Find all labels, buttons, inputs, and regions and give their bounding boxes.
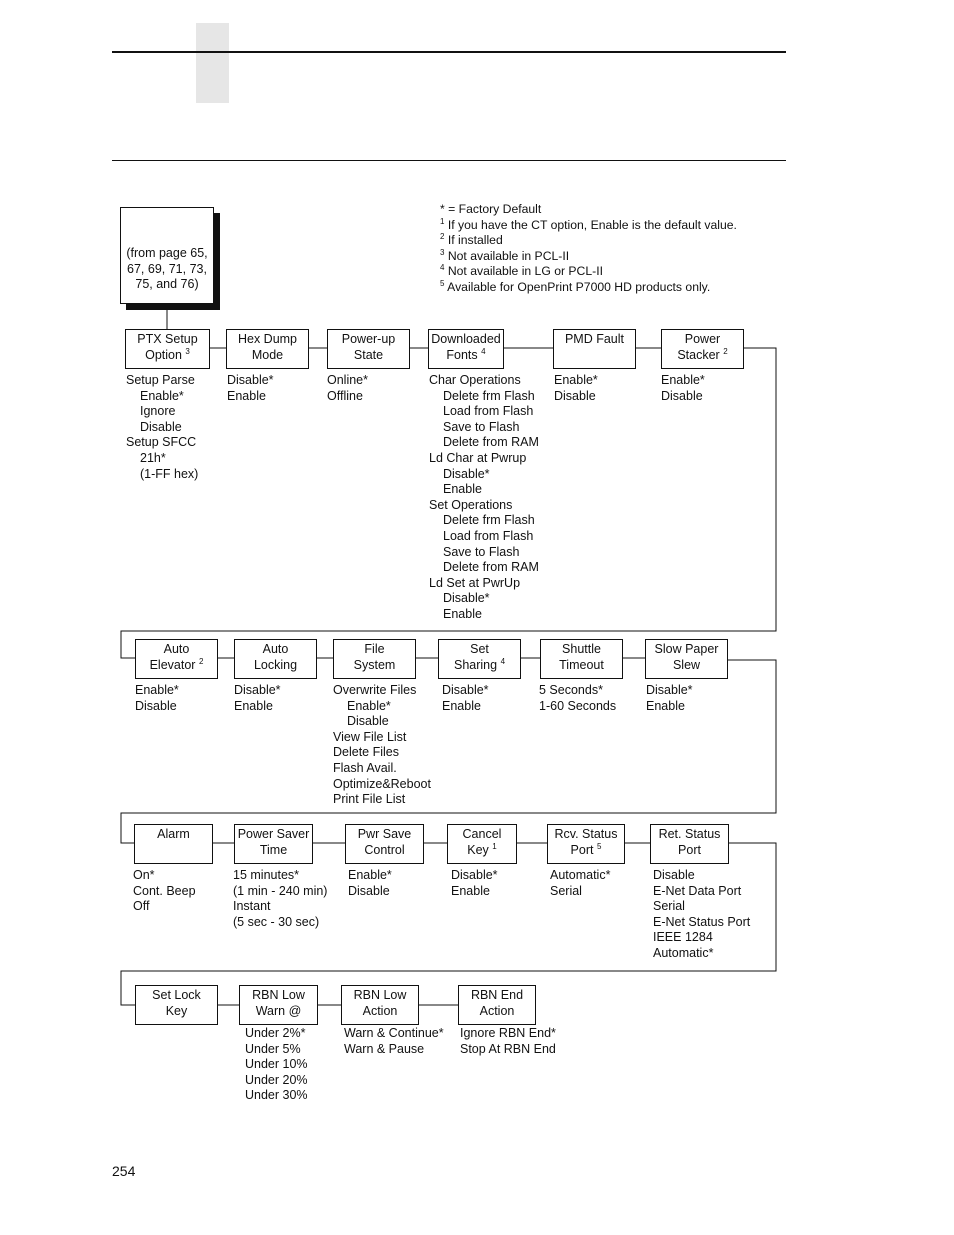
menu-box-label: [342, 348, 396, 364]
menu-box-text: Rcv. Status: [554, 827, 618, 841]
option-item: Char Operations: [429, 373, 521, 387]
menu-box-label: [238, 348, 297, 364]
option-item: Disable*: [234, 683, 281, 697]
legend-note-text: If you have the CT option, Enable is the default value.: [447, 217, 737, 232]
option-item: Disable*: [227, 373, 274, 387]
menu-box-label: [555, 827, 618, 843]
menu-box: [239, 985, 318, 1025]
option-item: Ignore: [140, 404, 176, 419]
menu-box-label: [454, 658, 505, 674]
option-item: Disable: [661, 388, 703, 403]
option-list: [126, 373, 198, 482]
legend-note-number: 5: [440, 278, 445, 288]
legend-note-number: 4: [440, 263, 445, 273]
option-item: Automatic*: [550, 868, 611, 882]
menu-box-label: [559, 658, 604, 674]
option-item: Disable: [554, 388, 596, 403]
menu-box: [553, 329, 636, 369]
option-item: Under 2%*: [245, 1026, 306, 1040]
option-item: Print File List: [333, 792, 406, 807]
footnote-ref: 2: [723, 346, 728, 356]
menu-box-label: [358, 843, 412, 859]
option-item: Enable*: [135, 683, 179, 697]
menu-box: [135, 639, 218, 679]
legend-factory-default: * = Factory Default: [440, 202, 542, 216]
menu-box-text: Downloaded: [431, 332, 501, 346]
menu-box-label: [137, 348, 197, 364]
menu-box: [645, 639, 728, 679]
option-item: Serial: [653, 899, 685, 914]
menu-box-label: [354, 642, 396, 658]
menu-box-label: [659, 843, 721, 859]
menu-box-label: [559, 642, 604, 658]
menu-box-label: [354, 988, 407, 1004]
menu-box: [650, 824, 729, 864]
menu-box-label: [354, 1004, 407, 1020]
option-item: Delete frm Flash: [443, 513, 535, 528]
option-item: Setup SFCC: [126, 435, 197, 450]
menu-box-text: File: [364, 642, 385, 656]
menu-box-text: Action: [479, 1003, 515, 1018]
menu-box: [661, 329, 744, 369]
menu-box-label: [555, 843, 618, 859]
option-item: Under 30%: [245, 1088, 308, 1103]
menu-box-text: Stacker: [677, 347, 720, 362]
menu-box-label: [471, 1004, 523, 1020]
option-item: Stop At RBN End: [460, 1041, 556, 1056]
option-item: Delete Files: [333, 745, 399, 760]
menu-box-label: [677, 332, 727, 348]
menu-box-label: [252, 988, 305, 1004]
option-list: [429, 373, 539, 623]
menu-box-text: Fonts: [446, 347, 478, 362]
option-list: [233, 868, 327, 930]
option-item: Enable: [443, 606, 482, 621]
option-item: 1-60 Seconds: [539, 698, 617, 713]
option-item: Overwrite Files: [333, 683, 417, 697]
menu-box: [540, 639, 623, 679]
option-item: Ld Set at PwrUp: [429, 575, 521, 590]
footnote-ref: 4: [481, 346, 486, 356]
option-item: View File List: [333, 729, 407, 744]
menu-box-text: Key: [467, 842, 489, 857]
option-list: [653, 868, 750, 962]
menu-box-text: Time: [259, 842, 288, 857]
option-list: [234, 683, 281, 714]
option-item: On*: [133, 868, 155, 882]
option-item: Enable: [234, 698, 273, 713]
option-list: [460, 1026, 556, 1057]
menu-box: [226, 329, 309, 369]
menu-box-text: Option: [145, 347, 182, 362]
option-item: Ignore RBN End*: [460, 1026, 556, 1040]
menu-box-label: [354, 658, 396, 674]
menu-box: [134, 824, 213, 864]
option-item: Automatic*: [653, 945, 714, 960]
menu-box-label: [358, 827, 412, 843]
option-list: [333, 683, 431, 808]
option-list: [554, 373, 598, 404]
menu-box-label: [254, 642, 297, 658]
menu-box-label: [677, 348, 727, 364]
menu-box-label: [565, 332, 624, 348]
option-item: Serial: [550, 883, 582, 898]
menu-box-text: Locking: [253, 657, 298, 672]
option-item: Disable: [140, 419, 182, 434]
menu-box: [447, 824, 517, 864]
option-list: [661, 373, 705, 404]
option-list: [245, 1026, 308, 1104]
option-list: [327, 373, 368, 404]
option-item: Ld Char at Pwrup: [429, 450, 527, 465]
menu-box-label: [655, 642, 719, 658]
menu-box-text: PMD Fault: [564, 332, 625, 346]
menu-box-text: PTX Setup: [137, 332, 198, 346]
legend-note-text: If installed: [447, 233, 503, 248]
option-item: Save to Flash: [443, 544, 520, 559]
option-item: Disable: [348, 883, 390, 898]
menu-box-label: [659, 827, 721, 843]
menu-box-text: Auto: [163, 642, 190, 656]
menu-box-label: [655, 658, 719, 674]
menu-box-text: Sharing: [453, 657, 498, 672]
menu-box: [458, 985, 536, 1025]
menu-box-text: Set Lock: [152, 988, 201, 1002]
option-list: [135, 683, 179, 714]
option-list: [133, 868, 196, 915]
option-list: [348, 868, 392, 899]
option-item: Enable*: [140, 388, 184, 403]
menu-box-label: [454, 642, 505, 658]
option-list: [442, 683, 489, 714]
option-item: Enable*: [554, 373, 598, 387]
option-item: (1 min - 240 min): [233, 883, 328, 898]
option-item: Under 10%: [245, 1057, 308, 1072]
menu-box: [438, 639, 521, 679]
option-item: Cont. Beep: [133, 883, 196, 898]
footnote-ref: 5: [596, 841, 602, 851]
option-item: Offline: [327, 388, 363, 403]
page-number: 254: [112, 1163, 136, 1179]
menu-box-label: [152, 1004, 201, 1020]
from-line: (from page 65,: [126, 246, 208, 260]
option-item: Under 5%: [245, 1041, 301, 1056]
option-item: Load from Flash: [443, 404, 534, 419]
menu-box: [333, 639, 416, 679]
menu-box-label: [238, 332, 297, 348]
option-item: Online*: [327, 373, 368, 387]
menu-box-label: [157, 827, 190, 843]
option-item: Set Operations: [429, 497, 513, 512]
footnote-ref: 3: [185, 346, 190, 356]
menu-box: [345, 824, 424, 864]
menu-box: [135, 985, 218, 1025]
option-list: [550, 868, 610, 899]
option-list: [451, 868, 498, 899]
option-item: Delete from RAM: [443, 560, 539, 575]
option-item: 15 minutes*: [233, 868, 300, 882]
menu-box-label: [254, 658, 297, 674]
menu-box-text: Ret. Status: [658, 827, 721, 841]
option-list: [227, 373, 274, 404]
menu-box: [125, 329, 210, 369]
option-item: Warn & Pause: [344, 1041, 425, 1056]
menu-box-text: Control: [364, 842, 405, 857]
option-item: Enable: [451, 883, 490, 898]
option-list: [646, 683, 693, 714]
menu-box-label: [137, 332, 197, 348]
menu-box-text: Key: [165, 1003, 188, 1018]
menu-box-text: Port: [678, 842, 701, 857]
option-item: Delete from RAM: [443, 435, 539, 450]
menu-box-text: Power Saver: [237, 827, 310, 841]
menu-box-text: Power-up: [341, 332, 396, 346]
menu-box-text: Alarm: [157, 827, 190, 841]
menu-box-label: [431, 332, 501, 348]
option-item: Disable*: [646, 683, 693, 697]
from-line: 75, and 76): [135, 277, 199, 292]
option-item: Disable*: [443, 591, 490, 606]
menu-box-text: Mode: [251, 347, 284, 362]
menu-box-label: [342, 332, 396, 348]
footnote-ref: 1: [492, 841, 497, 851]
option-item: (1-FF hex): [140, 466, 199, 481]
menu-box: [428, 329, 504, 369]
menu-box-text: Warn @: [255, 1003, 302, 1018]
option-item: Enable: [227, 388, 266, 403]
menu-box-label: [238, 827, 310, 843]
menu-box-text: Slew: [672, 657, 701, 672]
footnote-ref: 4: [500, 656, 506, 666]
menu-box-text: Port: [570, 842, 594, 857]
option-item: Instant: [233, 899, 271, 914]
footnote-ref: 2: [198, 656, 204, 666]
menu-box-text: Power: [684, 332, 721, 346]
option-item: Disable: [135, 698, 177, 713]
menu-box-text: Action: [362, 1003, 398, 1018]
option-item: IEEE 1284: [653, 930, 713, 945]
legend-note-number: 3: [440, 247, 445, 257]
legend-note-number: 1: [440, 216, 445, 226]
legend-note-number: 2: [440, 232, 445, 242]
option-item: Optimize&Reboot: [333, 776, 431, 791]
menu-box-text: Hex Dump: [237, 332, 298, 346]
option-item: Setup Parse: [126, 373, 195, 387]
menu-box-text: RBN Low: [252, 988, 305, 1002]
option-item: 5 Seconds*: [539, 683, 603, 697]
option-item: Disable*: [442, 683, 489, 697]
menu-box-text: Timeout: [559, 657, 604, 672]
menu-box: [327, 329, 410, 369]
option-list: [539, 683, 616, 714]
option-item: Warn & Continue*: [344, 1026, 444, 1040]
option-item: (5 sec - 30 sec): [233, 914, 320, 929]
menu-box: [234, 639, 317, 679]
menu-box-text: Shuttle: [562, 642, 601, 656]
option-item: Disable: [653, 868, 695, 882]
option-item: Load from Flash: [443, 528, 534, 543]
option-item: Disable: [347, 714, 389, 729]
menu-box: [341, 985, 419, 1025]
menu-box-label: [252, 1004, 305, 1020]
menu-box-text: Set: [470, 642, 489, 656]
menu-box-label: [471, 988, 523, 1004]
menu-box-text: Auto: [262, 642, 289, 656]
menu-box-label: [463, 843, 502, 859]
menu-box-text: Pwr Save: [357, 827, 412, 841]
menu-box-label: [150, 642, 204, 658]
legend-note-text: Not available in PCL-II: [447, 248, 570, 263]
menu-box-label: [150, 658, 204, 674]
option-item: Enable: [443, 482, 482, 497]
legend-note-text: Not available in LG or PCL-II: [447, 264, 603, 279]
menu-box-label: [463, 827, 502, 843]
option-item: Enable: [646, 698, 685, 713]
menu-box-text: RBN Low: [353, 988, 407, 1002]
option-item: Delete frm Flash: [443, 388, 535, 403]
menu-box-text: RBN End: [470, 988, 524, 1002]
from-line: 67, 69, 71, 73,: [127, 261, 207, 276]
menu-box-text: Elevator: [149, 657, 196, 672]
option-item: Enable*: [347, 698, 391, 713]
option-item: 21h*: [140, 450, 166, 465]
menu-box-text: System: [353, 657, 396, 672]
menu-box: [547, 824, 625, 864]
legend-note-text: Available for OpenPrint P7000 HD products only.: [447, 279, 711, 294]
option-item: E-Net Status Port: [653, 914, 751, 929]
option-item: Enable*: [661, 373, 705, 387]
menu-box-text: State: [353, 347, 384, 362]
option-item: E-Net Data Port: [653, 883, 742, 898]
option-item: Under 20%: [245, 1072, 308, 1087]
option-item: Disable*: [451, 868, 498, 882]
menu-box-label: [431, 348, 501, 364]
menu-box: [234, 824, 313, 864]
option-item: Enable*: [348, 868, 392, 882]
menu-box-label: [152, 988, 201, 1004]
menu-box-text: Slow Paper: [654, 642, 719, 656]
option-item: Off: [133, 899, 150, 914]
menu-box-label: [238, 843, 310, 859]
option-item: Flash Avail.: [333, 760, 397, 775]
option-item: Save to Flash: [443, 419, 520, 434]
option-item: Enable: [442, 698, 481, 713]
option-item: Disable*: [443, 466, 490, 481]
menu-box-text: Cancel: [462, 827, 502, 841]
option-list: [344, 1026, 444, 1057]
